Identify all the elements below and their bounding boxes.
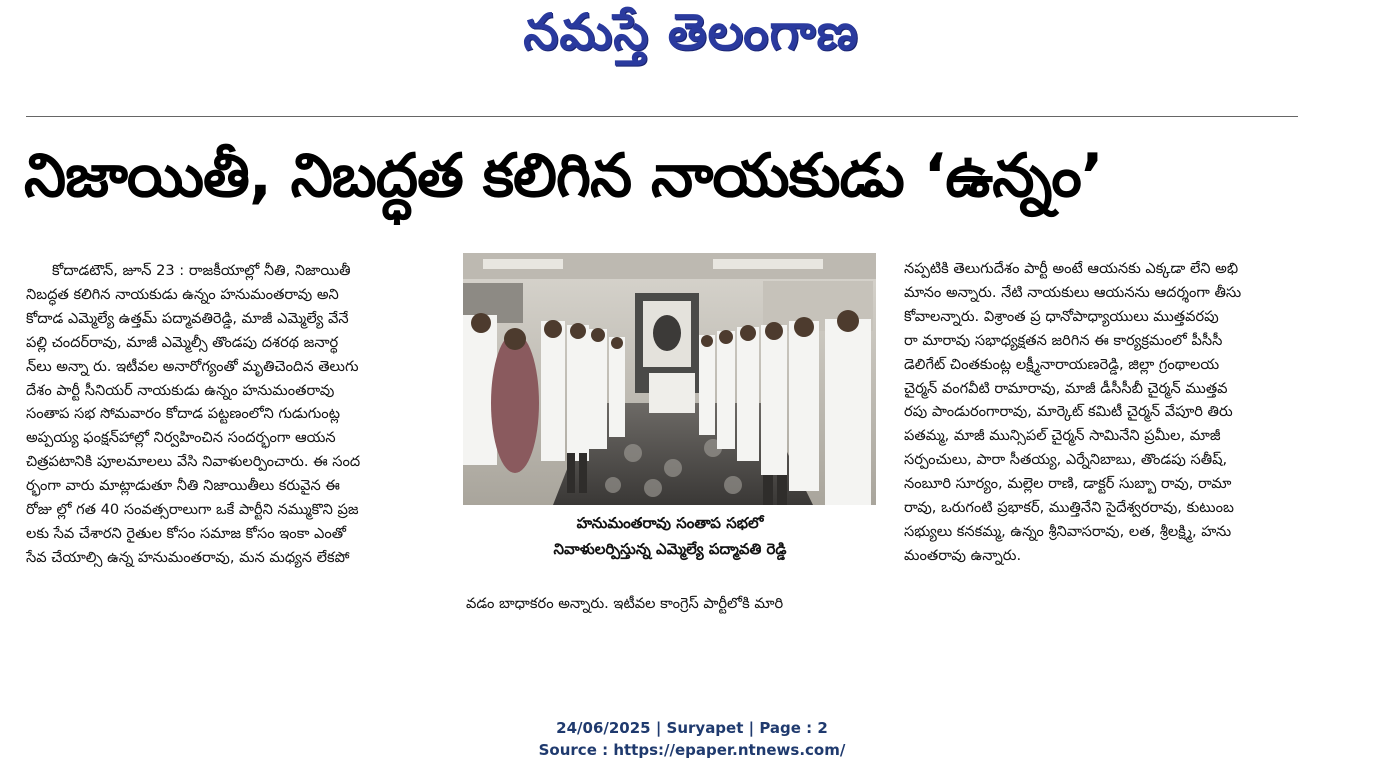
article-line: మానం అన్నారు. నేటి నాయకులు ఆయనను ఆదర్శంగా తీసు bbox=[904, 283, 1242, 301]
article-headline: నిజాయితీ, నిబద్ధత కలిగిన నాయకుడు ‘ఉన్నం’ bbox=[24, 141, 1103, 211]
article-line: దేశం పార్టీ సీనియర్ నాయకుడు ఉన్నం హనుమంతరావు bbox=[26, 381, 335, 399]
article-line: రపు పాండురంగారావు, మార్కెట్ కమిటీ చైర్మన్ వేపూరి తిరు bbox=[904, 403, 1233, 421]
footer-date-edition: 24/06/2025 | Suryapet | Page : 2 bbox=[556, 719, 828, 737]
masthead-logo bbox=[492, 2, 890, 74]
photo-caption bbox=[470, 510, 870, 562]
page-footer bbox=[0, 717, 1384, 761]
article-photo bbox=[463, 253, 876, 505]
article-line: మంతరావు ఉన్నారు. bbox=[904, 546, 1022, 564]
article-line: పతమ్మ, మాజీ మున్సిపల్ చైర్మన్ సామినేని ప్రమీల, మాజీ bbox=[904, 427, 1221, 445]
article-line: ర్భంగా వారు మాట్లాడుతూ నీతి నిజాయితీలు కరువైన ఈ bbox=[26, 477, 340, 495]
article-line: సంతాప సభ సోమవారం కోదాడ పట్టణంలోని గుడుగుంట్ల bbox=[26, 405, 340, 423]
header-divider bbox=[26, 116, 1298, 117]
article-line: వడం బాధాకరం అన్నారు. ఇటీవల కాంగ్రెస్ పార్టీలోకి మారి bbox=[466, 595, 784, 612]
article-line: సర్పంచులు, పారా సీతయ్య, ఎర్నేనిబాబు, తొండపు సతీష్, bbox=[904, 451, 1228, 469]
article-line: సభ్యులు కనకమ్మ, ఉన్నం శ్రీనివాసరావు, లత, శ్రీలక్ష్మి, హను bbox=[904, 522, 1232, 540]
article-column-right bbox=[904, 257, 1320, 568]
article-line: నంబూరి సూర్యం, మల్లెల రాణి, డాక్టర్ సుబ్బా రావు, రామా bbox=[904, 475, 1232, 493]
article-line: కోదాడ ఎమ్మెల్యే ఉత్తమ్ పద్మావతిరెడ్డి, మాజీ ఎమ్మెల్యే వేనే bbox=[26, 309, 349, 327]
article-line: రోజు ల్లో గత 40 సంవత్సరాలుగా ఒకే పార్టీని నమ్ముకొని ప్రజ bbox=[26, 501, 359, 519]
photo-caption-line: హనుమంతరావు సంతాప సభలో bbox=[576, 514, 764, 532]
article-line: పల్లి చందర్‌రావు, మాజీ ఎమ్మెల్సీ తొండపు దశరథ జనార్థ bbox=[26, 333, 339, 351]
article-line: లకు సేవ చేశారని రైతుల కోసం సమాజ కోసం ఇంకా ఎంతో bbox=[26, 524, 346, 542]
article-column-left bbox=[26, 259, 442, 570]
article-line: కోవాలన్నారు. విశ్రాంత ప్ర ధానోపాధ్యాయులు ముత్తవరపు bbox=[904, 307, 1219, 325]
article-photo-image bbox=[463, 253, 876, 505]
article-line: నప్పటికి తెలుగుదేశం పార్టీ అంటే ఆయనకు ఎక్కడా లేని అభి bbox=[904, 260, 1239, 277]
article-line: అప్పయ్య ఫంక్షన్‌హాల్లో నిర్వహించిన సందర్భంగా ఆయన bbox=[26, 429, 336, 447]
article-line: సేవ చేయాల్సి ఉన్న హనుమంతరావు, మన మధ్యన లేకపో bbox=[26, 548, 350, 566]
article-line: నిబద్ధత కలిగిన నాయకుడు ఉన్నం హనుమంతరావు అని bbox=[26, 285, 339, 303]
article-line: డెలిగేట్ చింతకుంట్ల లక్ష్మీనారాయణరెడ్డి, జిల్లా గ్రంథాలయ bbox=[904, 355, 1220, 373]
article-line: చైర్మన్ వంగవీటి రామారావు, మాజీ డీసీసీబీ చైర్మన్ ముత్తవ bbox=[904, 379, 1228, 397]
photo-caption-line: నివాళులర్పిస్తున్న ఎమ్మెల్యే పద్మావతి రెడ్డి bbox=[553, 540, 787, 558]
article-line: చిత్రపటానికి పూలమాలలు వేసి నివాళులర్పించారు. ఈ సంద bbox=[26, 453, 361, 471]
masthead-title: నమస్తే తెలంగాణ bbox=[523, 2, 859, 61]
footer-source: Source : https://epaper.ntnews.com/ bbox=[538, 741, 846, 759]
article-line: రా మారావు సభాధ్యక్షతన జరిగిన ఈ కార్యక్రమంలో పీసీసీ bbox=[904, 331, 1223, 349]
article-line: న్‌లు అన్నా రు. ఇటీవల అనారోగ్యంతో మృతిచెందిన తెలుగు bbox=[26, 357, 359, 375]
article-line: కోదాడటౌన్, జూన్ 23 : రాజకీయాల్లో నీతి, నిజాయితీ bbox=[52, 262, 351, 279]
article-line: రావు, ఒరుగంటి ప్రభాకర్, ముత్తినేని సైదేశ్వరరావు, కుటుంబ bbox=[904, 499, 1234, 517]
